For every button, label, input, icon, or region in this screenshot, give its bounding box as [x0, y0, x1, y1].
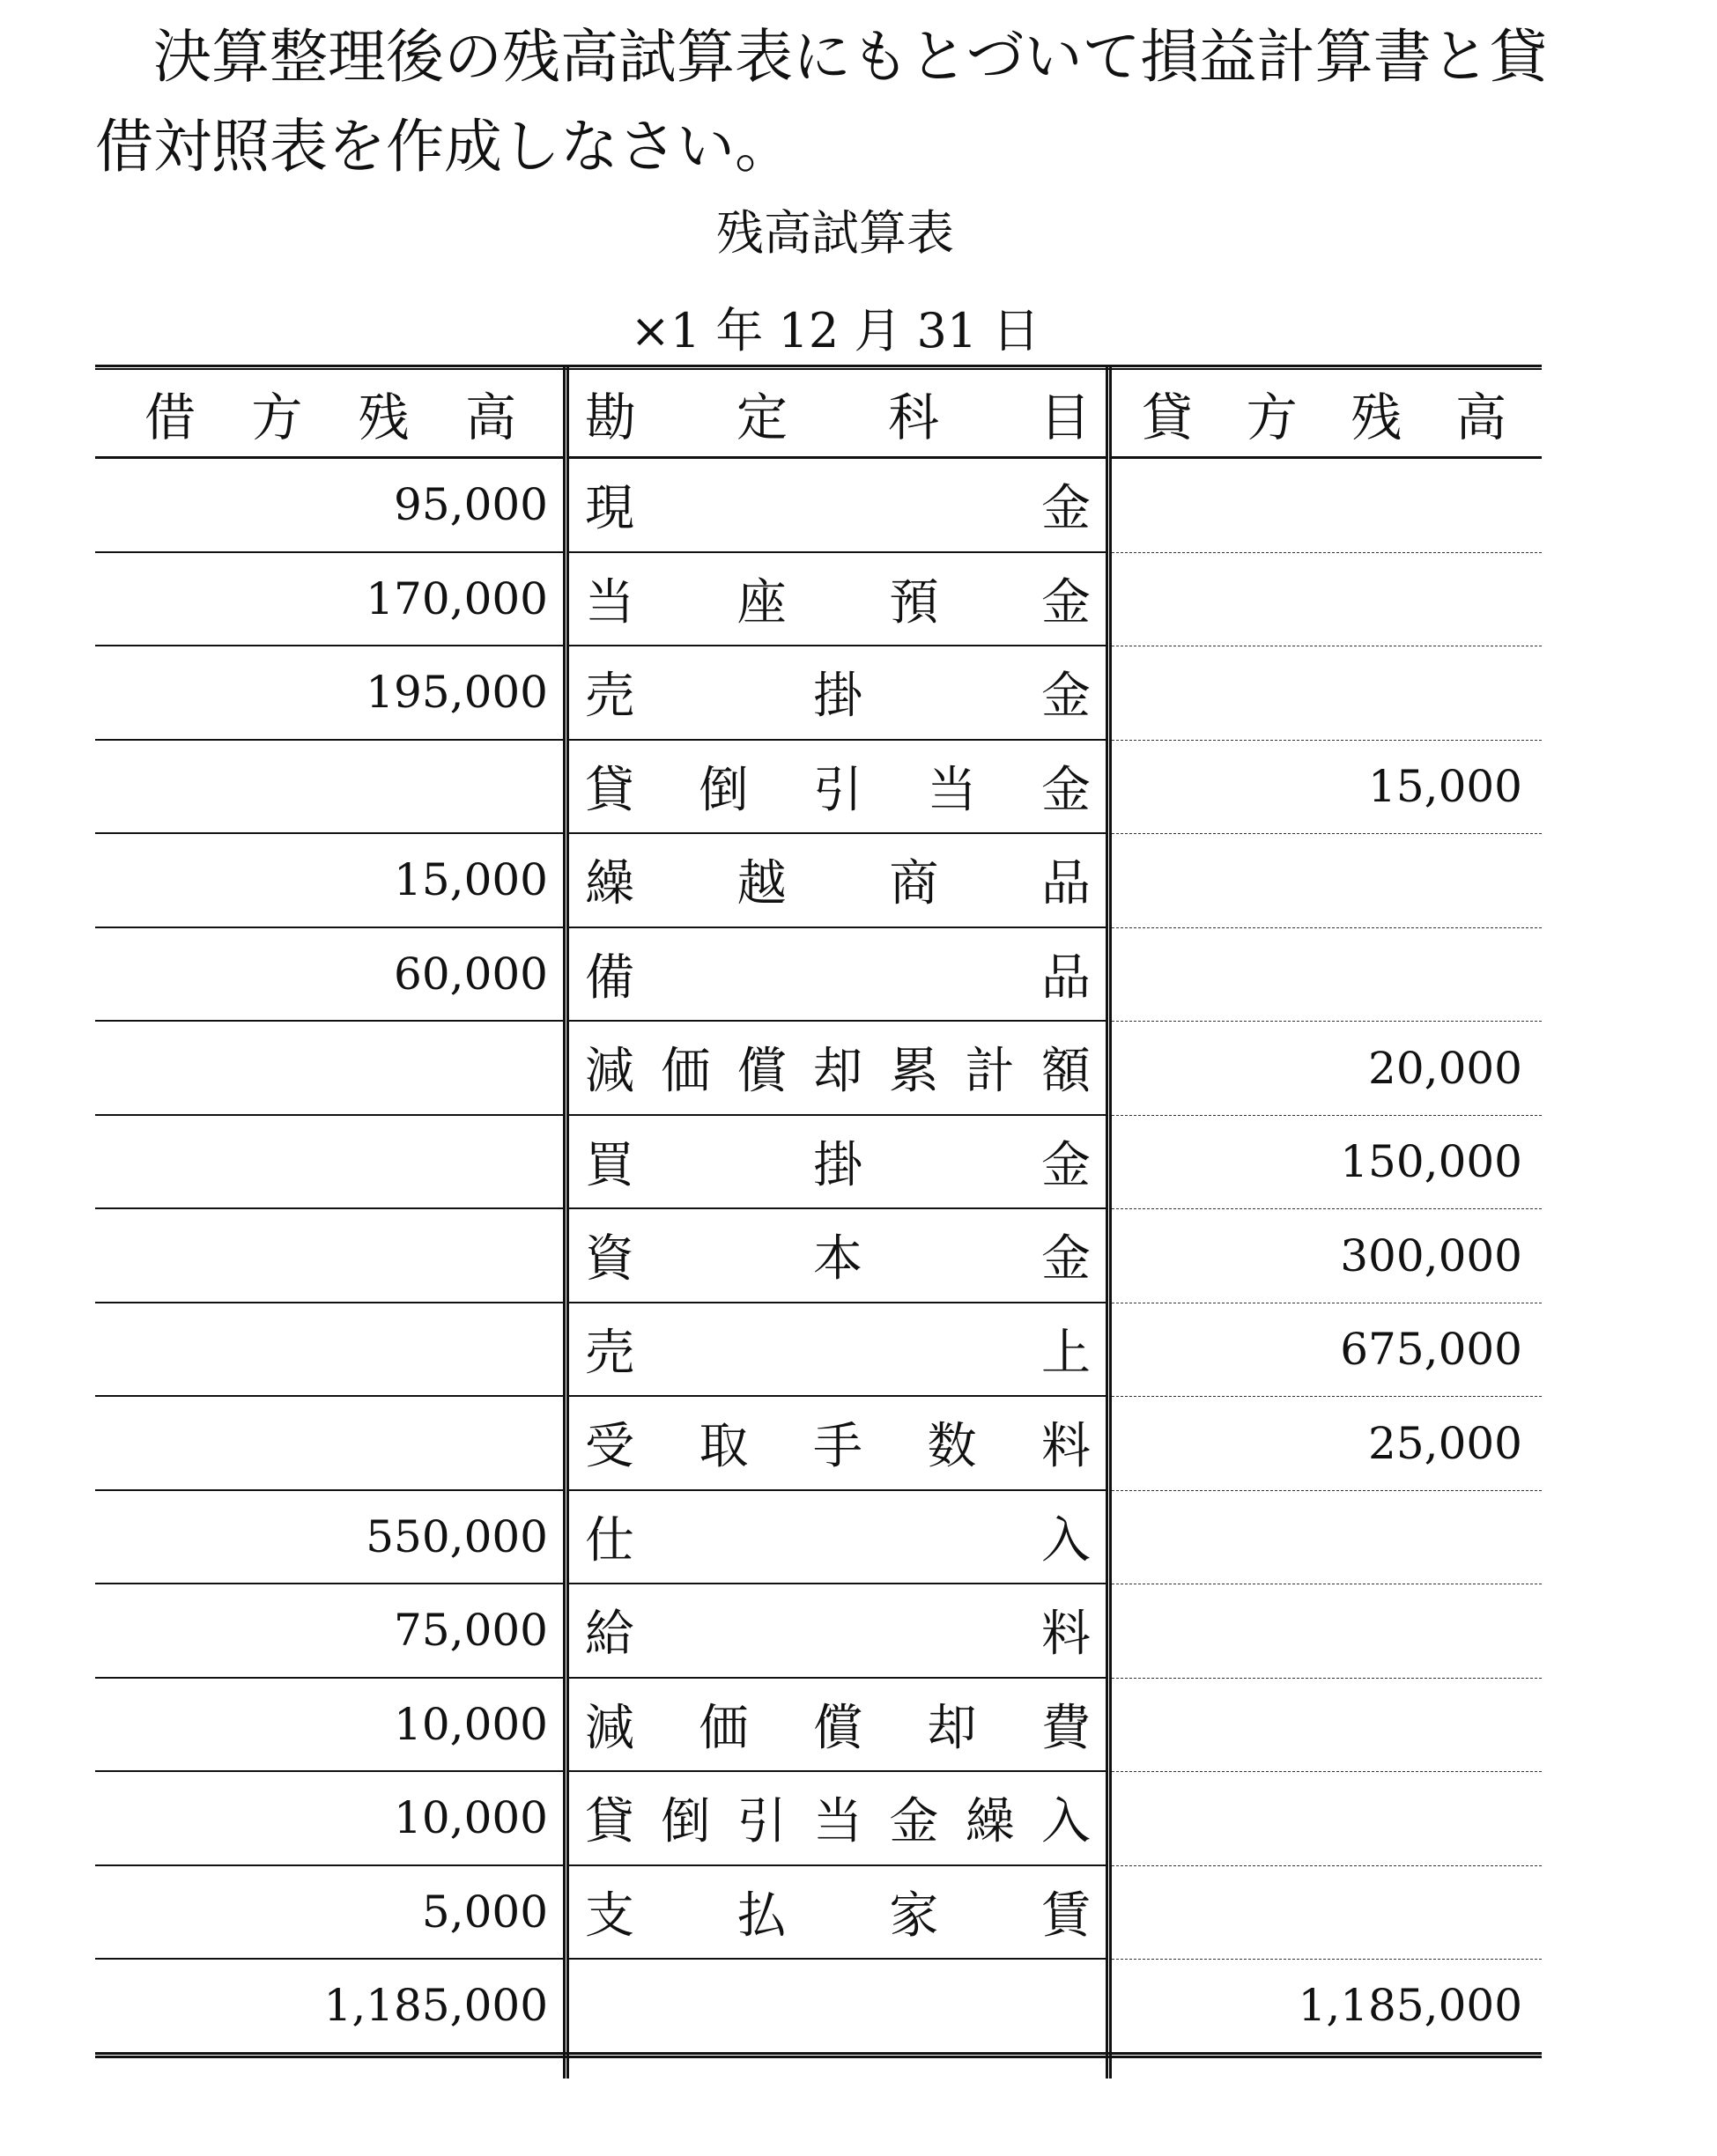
table-row	[95, 1491, 1542, 1585]
debit-cell	[95, 1679, 566, 1773]
table-row	[95, 1866, 1542, 1960]
trial-balance-table	[95, 365, 1542, 2087]
debit-cell	[95, 1960, 566, 2052]
credit-amount: 300,000	[1340, 1229, 1522, 1281]
account-name: 減価償却費	[585, 1699, 1091, 1757]
instruction-line-2: 借対照表を作成しなさい。	[95, 113, 793, 181]
credit-cell	[1112, 834, 1542, 928]
account-cell	[569, 1960, 1108, 2052]
account-name: 仕入	[585, 1511, 1091, 1569]
debit-amount: 10,000	[394, 1792, 548, 1844]
account-name: 貸倒引当金	[585, 761, 1091, 819]
header-credit	[1112, 370, 1542, 459]
credit-amount: 150,000	[1340, 1136, 1522, 1188]
debit-cell	[95, 1116, 566, 1210]
credit-cell	[1112, 553, 1542, 647]
debit-cell	[95, 1866, 566, 1960]
table-row	[95, 1772, 1542, 1866]
debit-cell	[95, 1772, 566, 1866]
credit-amount: 20,000	[1368, 1042, 1522, 1094]
debit-cell	[95, 1397, 566, 1491]
header-account	[569, 370, 1108, 459]
credit-cell	[1112, 1679, 1542, 1773]
account-name: 減価償却累計額	[585, 1043, 1091, 1101]
account-cell	[569, 1116, 1108, 1210]
account-cell	[569, 1866, 1108, 1960]
account-cell	[569, 741, 1108, 835]
debit-amount: 75,000	[394, 1605, 548, 1657]
credit-cell	[1112, 1022, 1542, 1116]
credit-cell	[1112, 1397, 1542, 1491]
table-row	[95, 741, 1542, 835]
debit-amount: 170,000	[366, 572, 548, 624]
debit-cell	[95, 1303, 566, 1398]
debit-cell	[95, 459, 566, 553]
account-cell	[569, 1584, 1108, 1679]
debit-amount: 15,000	[394, 854, 548, 906]
account-name: 備品	[585, 949, 1091, 1007]
account-name: 受取手数料	[585, 1418, 1091, 1476]
table-row	[95, 646, 1542, 741]
table-row	[95, 1679, 1542, 1773]
table-row	[95, 1209, 1542, 1303]
credit-cell	[1112, 1116, 1542, 1210]
debit-cell	[95, 928, 566, 1023]
table-date: ×1 年 12 月 31 日	[630, 303, 1040, 358]
account-cell	[569, 1772, 1108, 1866]
table-row	[95, 553, 1542, 647]
account-name: 貸倒引当金繰入	[585, 1793, 1091, 1851]
credit-cell	[1112, 459, 1542, 553]
table-row	[95, 459, 1542, 553]
account-cell	[569, 1209, 1108, 1303]
debit-amount: 195,000	[366, 667, 548, 719]
account-cell	[569, 553, 1108, 647]
table-total-row	[95, 1960, 1542, 2052]
debit-cell	[95, 1584, 566, 1679]
account-cell	[569, 834, 1108, 928]
table-row	[95, 1303, 1542, 1398]
account-name: 給料	[585, 1606, 1091, 1664]
credit-cell	[1112, 1584, 1542, 1679]
credit-amount: 675,000	[1340, 1324, 1522, 1376]
credit-cell	[1112, 1303, 1542, 1398]
credit-cell	[1112, 1866, 1542, 1960]
account-name: 買掛金	[585, 1136, 1091, 1194]
account-cell	[569, 1303, 1108, 1398]
debit-amount: 550,000	[366, 1510, 548, 1562]
account-name: 当座預金	[585, 573, 1091, 631]
account-cell	[569, 1679, 1108, 1773]
column-divider-right	[1106, 365, 1112, 2078]
credit-cell	[1112, 741, 1542, 835]
account-name: 資本金	[585, 1230, 1091, 1288]
debit-cell	[95, 646, 566, 741]
debit-cell	[95, 553, 566, 647]
debit-amount: 1,185,000	[323, 1980, 548, 2032]
debit-cell	[95, 1022, 566, 1116]
header-credit-label: 貸方残高	[1142, 388, 1506, 447]
header-account-label: 勘定科目	[585, 388, 1091, 447]
credit-amount: 15,000	[1368, 761, 1522, 813]
column-divider-left	[563, 365, 569, 2078]
account-cell	[569, 646, 1108, 741]
account-name: 繰越商品	[585, 855, 1091, 913]
table-title: 残高試算表	[716, 205, 954, 261]
account-name: 支払家賃	[585, 1886, 1091, 1945]
debit-cell	[95, 741, 566, 835]
credit-amount: 25,000	[1368, 1417, 1522, 1469]
debit-amount: 95,000	[394, 479, 548, 531]
account-cell	[569, 1491, 1108, 1585]
credit-amount: 1,185,000	[1298, 1980, 1522, 2032]
credit-cell	[1112, 1960, 1542, 2052]
debit-amount: 5,000	[421, 1886, 548, 1938]
account-cell	[569, 928, 1108, 1023]
account-name: 売上	[585, 1324, 1091, 1382]
header-debit-label: 借方残高	[144, 388, 516, 447]
header-debit	[95, 370, 566, 459]
debit-cell	[95, 1491, 566, 1585]
table-row	[95, 928, 1542, 1023]
account-name: 売掛金	[585, 668, 1091, 726]
table-row	[95, 1397, 1542, 1491]
credit-cell	[1112, 646, 1542, 741]
instruction-line-1: 決算整理後の残高試算表にもとづいて損益計算書と貸	[153, 23, 1548, 91]
account-name: 現金	[585, 480, 1091, 538]
debit-amount: 60,000	[394, 948, 548, 1000]
account-cell	[569, 459, 1108, 553]
account-cell	[569, 1022, 1108, 1116]
credit-cell	[1112, 928, 1542, 1023]
table-row	[95, 1116, 1542, 1210]
debit-cell	[95, 834, 566, 928]
credit-cell	[1112, 1209, 1542, 1303]
table-header	[95, 370, 1542, 459]
debit-amount: 10,000	[394, 1698, 548, 1750]
credit-cell	[1112, 1772, 1542, 1866]
credit-cell	[1112, 1491, 1542, 1585]
table-bottom-border	[95, 2052, 1542, 2058]
account-cell	[569, 1397, 1108, 1491]
instruction-text	[95, 12, 1663, 192]
table-row	[95, 834, 1542, 928]
debit-cell	[95, 1209, 566, 1303]
table-row	[95, 1584, 1542, 1679]
table-row	[95, 1022, 1542, 1116]
